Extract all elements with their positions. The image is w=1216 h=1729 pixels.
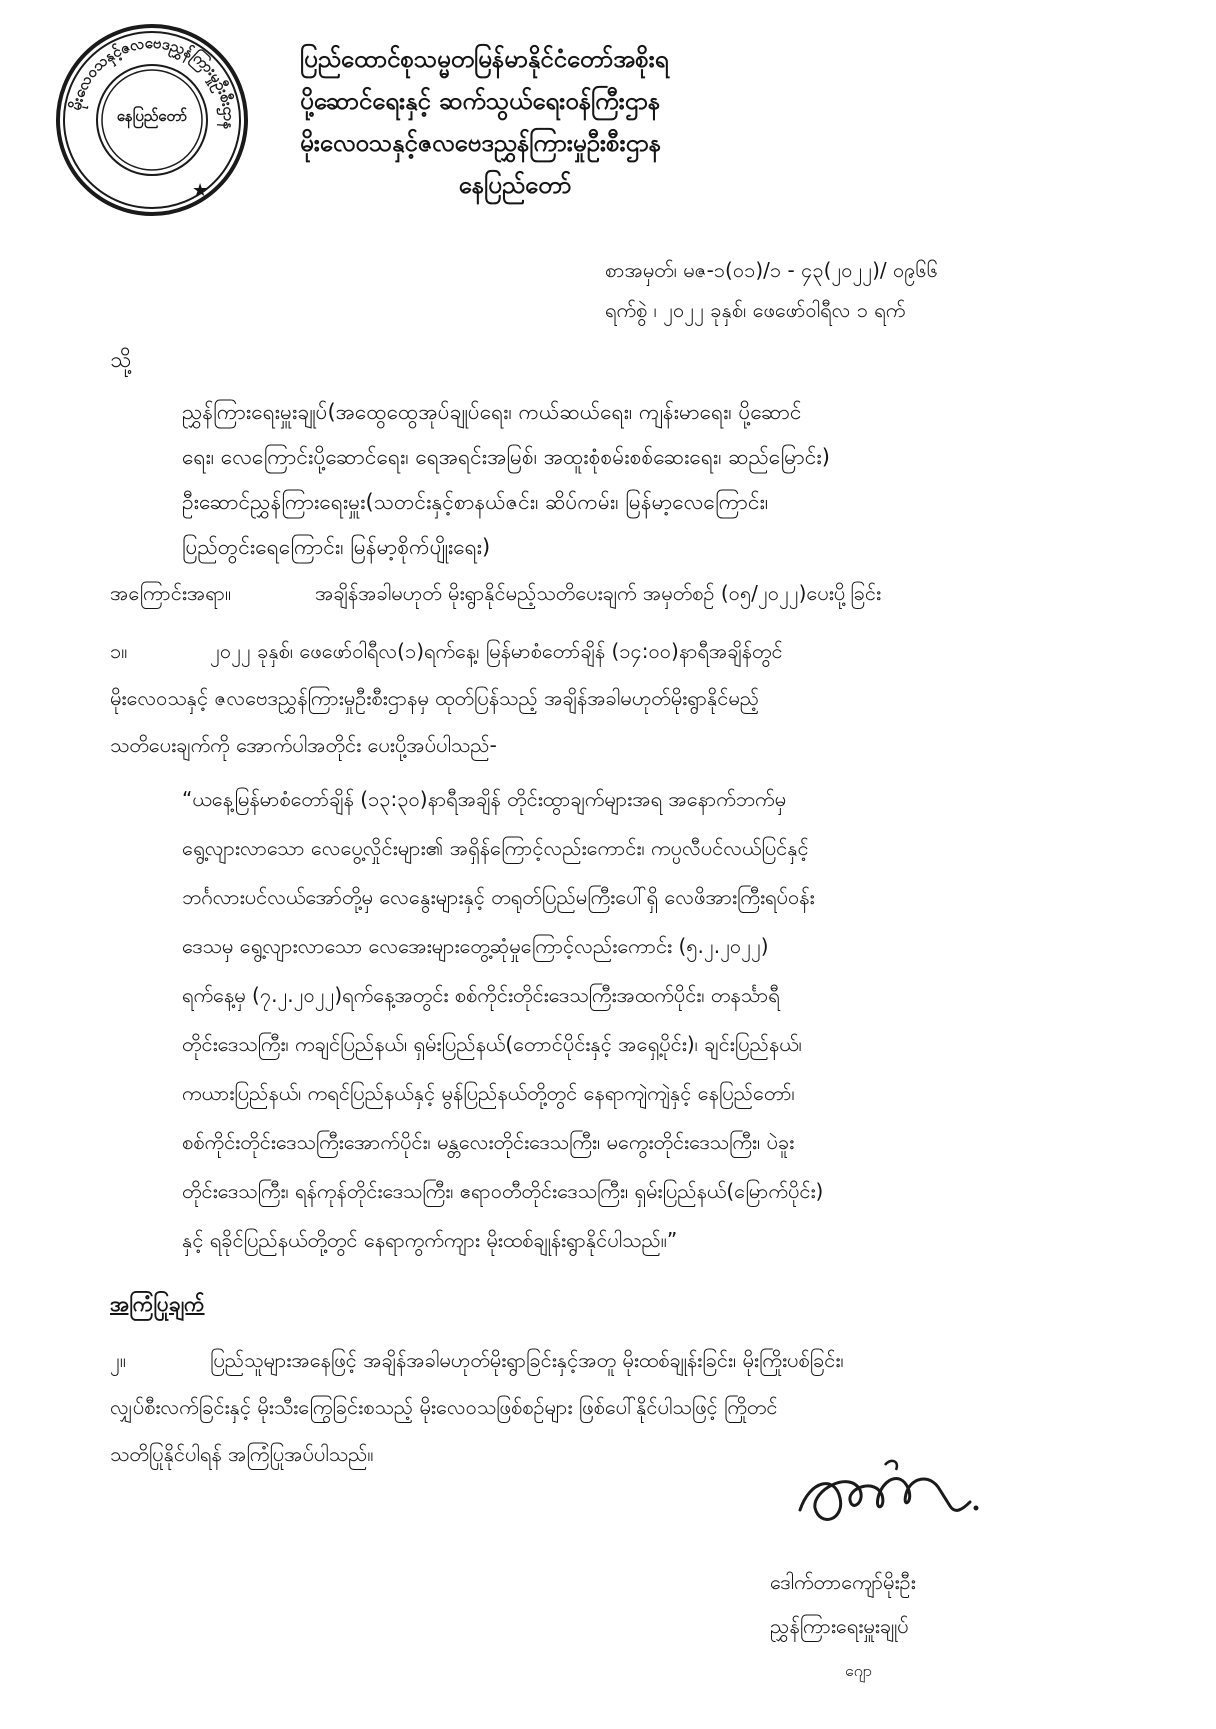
letterhead xyxy=(300,38,860,206)
letter-number: စာအမှတ်၊ မဇ-၁(၀၁)/၁ - ၄၃(၂၀၂၂)/ ၀၉၆၆ xyxy=(605,258,938,282)
letterhead-city: နေပြည်တော် xyxy=(458,171,572,199)
quote-line: စစ်ကိုင်းတိုင်းဒေသကြီးအောက်ပိုင်း၊ မန္တလေးတိုင်းဒေသကြီး၊ မကွေးတိုင်းဒေသကြီး၊ ပဲခူး xyxy=(182,1130,795,1154)
paragraph-number: ၁။ xyxy=(110,639,128,663)
star-icon: ★ xyxy=(192,180,209,201)
addressee-line: ညွှန်ကြားရေးမှူးချုပ်(အထွေထွေအုပ်ချုပ်ရေး၊ ကယ်ဆယ်ရေး၊ ကျန်းမာရေး၊ ပို့ဆောင် xyxy=(182,400,802,424)
paragraph-line: ပြည်သူများအနေဖြင့် အချိန်အခါမဟုတ်မိုးရွာခြင်းနှင့်အတူ မိုးထစ်ချုန်းခြင်း၊ မိုးကြိုးပစ်ခြင်း၊ xyxy=(210,1348,844,1372)
subject-line xyxy=(110,580,1100,610)
addressee-list xyxy=(182,390,1082,570)
paragraph-line: သတိပေးချက်ကို အောက်ပါအတိုင်း ပေးပို့အပ်ပါသည်- xyxy=(110,733,497,757)
seal-ring-text: မိုးလေဝသနှင့်ဇလဗေဒညွှန်ကြားမှုဦးစီးဌာန xyxy=(66,33,239,130)
letter-date: ရက်စွဲ ၊ ၂၀၂၂ ခုနှစ်၊ ဖေဖော်ဝါရီလ ၁ ရက် xyxy=(605,298,906,322)
addressee-line: ဦးဆောင်ညွှန်ကြားရေးမှူး(သတင်းနှင့်စာနယ်ဇင်း၊ ဆိပ်ကမ်း၊ မြန်မာ့လေကြောင်း၊ xyxy=(182,490,769,514)
quote-line: ကယားပြည်နယ်၊ ကရင်ပြည်နယ်နှင့် မွန်ပြည်နယ်တို့တွင် နေရာကျဲကျဲနှင့် နေပြည်တော်၊ xyxy=(182,1081,795,1105)
paragraph-line: ၂၀၂၂ ခုနှစ်၊ ဖေဖော်ဝါရီလ(၁)ရက်နေ့၊ မြန်မာစံတော်ချိန် (၁၄:၀၀)နာရီအချိန်တွင် xyxy=(210,639,783,663)
paragraph-line: သတိပြုနိုင်ပါရန် အကြံပြုအပ်ပါသည်။ xyxy=(110,1442,374,1466)
quote-line: တိုင်းဒေသကြီး၊ ကချင်ပြည်နယ်၊ ရှမ်းပြည်နယ်(တောင်ပိုင်းနှင့် အရှေ့ပိုင်း)၊ ချင်းပြည်နယ်၊ xyxy=(182,1032,802,1056)
letterhead-government: ပြည်ထောင်စုသမ္မတမြန်မာနိုင်ငံတော်အစိုးရ xyxy=(300,45,669,73)
quote-line: ဒေသမှ ရွေ့လျားလာသော လေအေးများတွေ့ဆုံမှုကြောင့်လည်းကောင်း (၅.၂.၂၀၂၂) xyxy=(182,934,769,958)
quote-line: ရွေ့လျားလာသော လေပွေ့လှိုင်းများ၏ အရှိန်ကြောင့်လည်းကောင်း၊ ကပ္ပလီပင်လယ်ပြင်နှင့် xyxy=(182,836,809,860)
letterhead-department: မိုးလေဝသနှင့်ဇလဗေဒညွှန်ကြားမှုဦးစီးဌာန xyxy=(300,129,662,157)
paragraph-number: ၂။ xyxy=(110,1348,126,1372)
quote-line: ဘင်္ဂလားပင်လယ်အော်တို့မှ လေနွေးများနှင့် တရုတ်ပြည်မကြီးပေါ်ရှိ လေဖိအားကြီးရပ်ဝန်း xyxy=(182,885,815,909)
subject-label: အကြောင်းအရာ။ xyxy=(110,581,232,605)
letterhead-ministry: ပို့ဆောင်ရေးနှင့် ဆက်သွယ်ရေးဝန်ကြီးဌာန xyxy=(300,87,661,115)
quote-line: တိုင်းဒေသကြီး၊ ရန်ကုန်တိုင်းဒေသကြီး၊ ဧရာဝတီတိုင်းဒေသကြီး၊ ရှမ်းပြည်နယ်(မြောက်ပိုင်း) xyxy=(182,1179,824,1203)
paragraph-line: လျှပ်စီးလက်ခြင်းနှင့် မိုးသီးကြွေခြင်းစသည့် မိုးလေဝသဖြစ်စဉ်များ ဖြစ်ပေါ်နိုင်ပါသဖြင့် ကြိုတင် xyxy=(110,1395,778,1419)
quote-line: ရက်နေ့မှ (၇.၂.၂၀၂၂)ရက်နေ့အတွင်း စစ်ကိုင်းတိုင်းဒေသကြီးအထက်ပိုင်း၊ တနင်္သာရီ xyxy=(182,983,780,1007)
paragraph-line: မိုးလေဝသနှင့် ဇလဗေဒညွှန်ကြားမှုဦးစီးဌာနမှ ထုတ်ပြန်သည့် အချိန်အခါမဟုတ်မိုးရွာနိုင်မည့် xyxy=(110,686,760,710)
quote-line: “ယနေ့မြန်မာစံတော်ချိန် (၁၃:၃၀)နာရီအချိန် တိုင်းထွာချက်များအရ အနောက်ဘက်မှ xyxy=(182,787,787,811)
handwritten-signature xyxy=(790,1450,990,1540)
reference-block xyxy=(605,250,938,330)
signer-block xyxy=(770,1560,916,1648)
advice-heading: အကြံပြုချက် xyxy=(110,1292,205,1316)
seal-center-text: နေပြည်တော် xyxy=(116,107,188,125)
signer-name: ဒေါက်တာကျော်မိုးဦး xyxy=(770,1570,916,1594)
official-seal xyxy=(52,20,252,220)
to-label: သို့ xyxy=(110,348,132,373)
warning-quote xyxy=(182,775,1112,1265)
paragraph-1 xyxy=(110,628,1100,769)
addressee-line: ပြည်တွင်းရေကြောင်း၊ မြန်မာ့စိုက်ပျိုးရေး) xyxy=(182,535,491,559)
signer-title: ညွှန်ကြားရေးမှူးချုပ် xyxy=(770,1614,909,1638)
addressee-line: ရေး၊ လေကြောင်းပို့ဆောင်ရေး၊ ရေအရင်းအမြစ်၊ အထူးစုံစမ်းစစ်ဆေးရေး၊ ဆည်မြောင်း) xyxy=(182,445,830,469)
subject-text: အချိန်အခါမဟုတ် မိုးရွာနိုင်မည့်သတိပေးချက် အမှတ်စဉ် (၀၅/၂၀၂၂)ပေးပို့ခြင်း xyxy=(315,581,882,605)
quote-line: နှင့် ရခိုင်ပြည်နယ်တို့တွင် နေရာကွက်ကျား မိုးထစ်ချုန်းရွာနိုင်ပါသည်။” xyxy=(182,1228,678,1252)
signer-initials: ဂျော xyxy=(845,1661,872,1680)
